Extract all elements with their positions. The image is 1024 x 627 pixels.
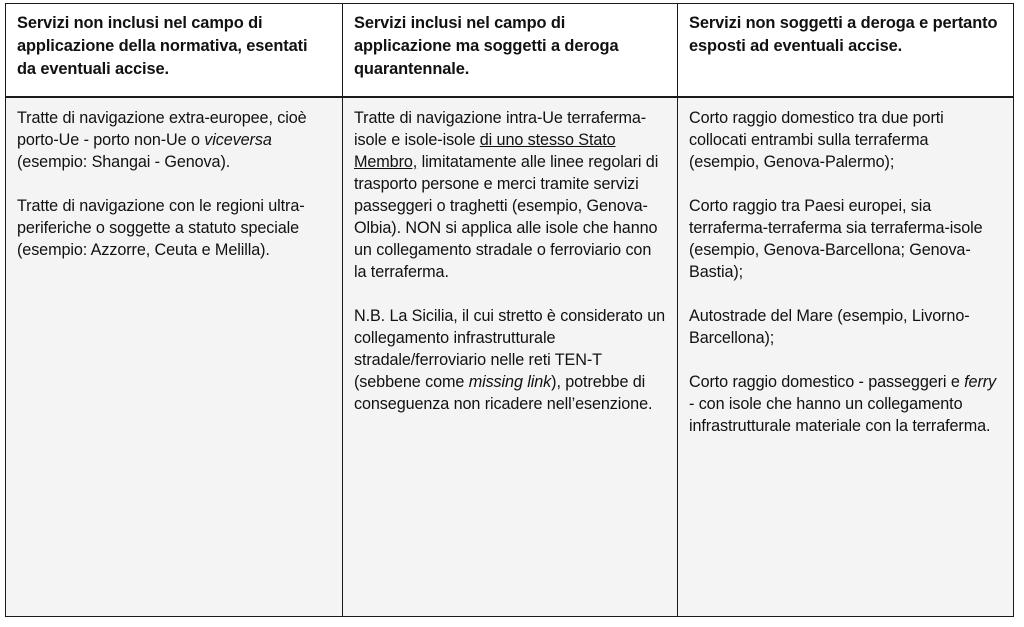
text: ), potrebbe di conseguenza non ricadere nell’esenzione. bbox=[354, 373, 653, 413]
text: limitatamente alle linee regolari di trasporto persone e merci tramite servizi passeggeri o traghetti (esempio, Genova-Olbia). NON si applica alle isole che hanno un collegamento stradale o ferroviario con la terraferma. bbox=[354, 153, 659, 281]
paragraph: Corto raggio domestico tra due porti collocati entrambi sulla terraferma (esempio, Genova-Palermo); bbox=[689, 109, 944, 171]
paragraph: Autostrade del Mare (esempio, Livorno-Barcellona); bbox=[689, 307, 970, 347]
body-cell-excluded bbox=[6, 98, 343, 616]
text: (esempio: Shangai - Genova). bbox=[17, 153, 231, 171]
paragraph: Tratte di navigazione con le regioni ultra-periferiche o soggette a statuto speciale (esempio: Azzorre, Ceuta e Melilla). bbox=[17, 197, 305, 259]
italic-text: ferry bbox=[964, 373, 997, 391]
underlined-text: di uno stesso Stato Membro, bbox=[354, 131, 616, 171]
header-cell-derogation: Servizi inclusi nel campo di applicazione ma soggetti a deroga quarantennale. bbox=[343, 4, 678, 98]
italic-text: viceversa bbox=[204, 131, 272, 149]
paragraph: Corto raggio tra Paesi europei, sia terraferma-terraferma sia terraferma-isole (esempio, Genova-Barcellona; Genova-Bastia); bbox=[689, 197, 983, 281]
body-cell-exposed bbox=[678, 98, 1013, 616]
text: Corto raggio domestico - passeggeri e bbox=[689, 373, 965, 391]
italic-text: missing link bbox=[468, 373, 552, 391]
paragraph bbox=[354, 107, 665, 283]
text: Tratte di navigazione extra-europee, cioè porto-Ue - porto non-Ue o bbox=[17, 109, 307, 149]
services-table bbox=[5, 3, 1014, 617]
paragraph bbox=[689, 371, 1001, 437]
paragraph bbox=[17, 107, 330, 173]
text: Tratte di navigazione intra-Ue terraferma-isole e isole-isole bbox=[354, 109, 647, 149]
header-cell-exposed: Servizi non soggetti a deroga e pertanto esposti ad eventuali accise. bbox=[678, 4, 1013, 98]
text: N.B. La Sicilia, il cui stretto è considerato un collegamento infrastrutturale stradale/ferroviario nelle reti TEN-T (sebbene come bbox=[354, 307, 666, 391]
paragraph-note bbox=[354, 305, 665, 415]
text: - con isole che hanno un collegamento infrastrutturale materiale con la terraferma. bbox=[689, 395, 991, 435]
body-cell-derogation bbox=[343, 98, 678, 616]
header-cell-excluded: Servizi non inclusi nel campo di applicazione della normativa, esentati da eventuali accise. bbox=[6, 4, 343, 98]
